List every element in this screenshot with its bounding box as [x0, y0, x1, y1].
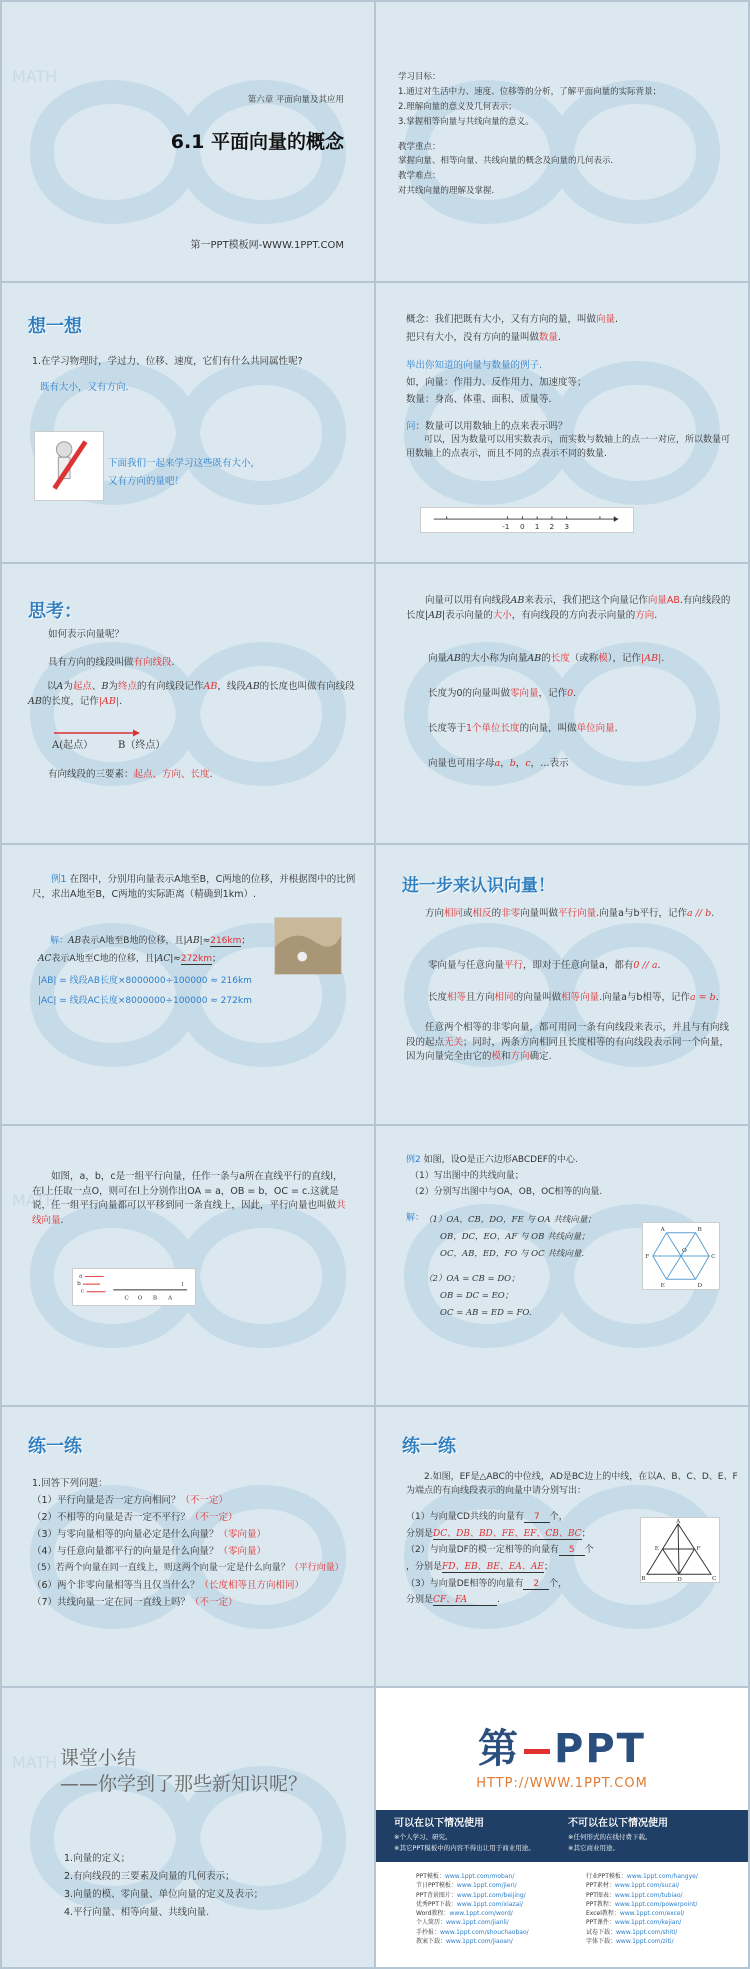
- hex-label: C: [711, 1253, 716, 1260]
- tri-label: C: [712, 1576, 717, 1582]
- example-1: 如，向量：作用力、反作用力、加速度等；: [406, 377, 587, 389]
- section-heading: 练一练: [28, 1436, 82, 1457]
- qa-item: （7）共线向量一定在同一直线上吗？（不一定）: [32, 1596, 238, 1608]
- question: 2.如图，EF是△ABC的中位线，AD是BC边上的中线，在以A、B、C、D、E、F为端点的有向线段表示的向量中请分别写出：: [406, 1472, 738, 1496]
- note-line-1: 下面我们一起来学习这些既有大小，: [108, 458, 261, 469]
- concept-line-1: 概念：我们把既有大小，又有方向的量，叫做向量.: [406, 314, 619, 325]
- row-3b: 分别是CF、FA .: [406, 1595, 500, 1606]
- cannot-item: ※任何形式的在线付费下载。: [568, 1833, 652, 1841]
- infinity-watermark: [2, 1688, 374, 1967]
- fig-label: O: [137, 1295, 143, 1302]
- hex-label: F: [645, 1253, 650, 1260]
- tick: -1: [502, 522, 510, 532]
- tick: 0: [520, 522, 525, 532]
- section-heading: 进一步来认识向量！: [402, 876, 555, 896]
- brand-url[interactable]: HTTP://WWW.1PPT.COM: [476, 1776, 648, 1791]
- slide-further-vectors[interactable]: [376, 845, 748, 1124]
- usage-band: [376, 1810, 748, 1862]
- link-row[interactable]: 试卷下载：www.1ppt.com/shiti/: [586, 1928, 678, 1936]
- fig-label: l: [181, 1282, 184, 1289]
- example-question: 例1 在图中，分别用向量表示A地至B，C两地的位移，并根据图中的比例尺，求出A地至B，C两地的实际距离（精确到1km）.: [32, 874, 356, 900]
- ans-line: （2）OA = CB = DO；: [424, 1274, 520, 1284]
- ans-line: OC，AB，ED，FO 与 OC 共线向量.: [440, 1249, 585, 1259]
- triangle-figure: [640, 1517, 720, 1583]
- slide-objectives[interactable]: [376, 2, 748, 281]
- slide-collinear[interactable]: [2, 1126, 374, 1405]
- slide-practice-1[interactable]: [2, 1407, 374, 1686]
- svg-text:MATH: MATH: [12, 1191, 58, 1210]
- solution-line-1: 解：AB表示A地至B地的位移，且|AB|≈216km；: [50, 936, 251, 946]
- link-row[interactable]: PPT图表：www.1ppt.com/tubiao/: [586, 1891, 683, 1899]
- para-3: 长度为0的向量叫做零向量，记作0.: [428, 688, 577, 699]
- links-right: [586, 1872, 698, 1946]
- answer: 既有大小，又有方向.: [40, 382, 129, 393]
- arrow-ab: [52, 728, 142, 738]
- link-row[interactable]: 优秀PPT下载：www.1ppt.com/xiazai/: [416, 1900, 523, 1908]
- infinity-watermark: [2, 1126, 374, 1405]
- collinear-text: 如图，a，b，c是一组平行向量，任作一条与a所在直线平行的直线l，在l上任取一点O，则可在l上分别作出OA = a，OB = b，OC = c.这就是说，任一组平行向量都可以平移到同一条直线上，因此，平行向量也叫做共线向量.: [32, 1171, 346, 1227]
- tri-label: D: [677, 1577, 682, 1582]
- qa-item: （3）与零向量相等的向量必定是什么向量？（零向量）: [32, 1529, 267, 1541]
- tick: 3: [564, 522, 570, 532]
- link-row[interactable]: PPT背景图片：www.1ppt.com/beijing/: [416, 1891, 526, 1899]
- hex-label: A: [660, 1226, 665, 1233]
- section-heading: 思考：: [28, 601, 82, 622]
- qa-item: （4）与任意向量都平行的向量是什么向量？（零向量）: [32, 1546, 267, 1558]
- links-left: [416, 1872, 529, 1946]
- svg-text:MATH: MATH: [12, 67, 58, 86]
- parallel-def: 方向相同或相反的非零向量叫做平行向量.向量a与b平行，记作a // b.: [425, 908, 715, 919]
- qa-item: （2）不相等的向量是否一定不平行？（不一定）: [32, 1512, 238, 1524]
- link-row[interactable]: 节日PPT模板：www.1ppt.com/jieri/: [416, 1882, 517, 1890]
- can-title: 可以在以下情况使用: [394, 1818, 484, 1829]
- answer-label: 解：: [406, 1213, 425, 1223]
- prompt: 举出你知道的向量与数量的例子.: [406, 360, 543, 372]
- obj-line: 3.掌握相等向量与共线向量的意义。: [398, 116, 534, 127]
- question: 如何表示向量呢？: [48, 629, 125, 640]
- link-row[interactable]: 个人简历：www.1ppt.com/jianli/: [416, 1919, 509, 1927]
- obj-line: 2.理解向量的意义及几何表示；: [398, 101, 517, 112]
- site-label: 第一PPT模板网-WWW.1PPT.COM: [190, 240, 344, 251]
- qa-item: （6）两个非零向量相等当且仅当什么？（长度相等且方向相同）: [32, 1579, 305, 1591]
- obj-line: 教学重点：: [398, 141, 441, 152]
- obj-line: 掌握向量、相等向量、共线向量的概念及向量的几何表示.: [398, 156, 614, 167]
- summary-item: 2.有向线段的三要素及向量的几何表示；: [64, 1871, 235, 1883]
- summary-item: 1.向量的定义；: [64, 1853, 131, 1864]
- can-item: ※个人学习、研究。: [394, 1833, 452, 1841]
- question: 问：数量可以用数轴上的点来表示吗？: [406, 420, 568, 432]
- hex-label: D: [697, 1283, 703, 1289]
- fig-label: B: [152, 1295, 158, 1302]
- chapter-label: 第六章 平面向量及其应用: [247, 95, 344, 105]
- slide-title[interactable]: [2, 2, 374, 281]
- can-item: ※其它PPT模板中的内容不得出让用于商业用途。: [394, 1844, 535, 1852]
- summary-title: 课堂小结: [60, 1747, 137, 1769]
- summary-subtitle: ——你学到了那些新知识呢？: [60, 1773, 308, 1795]
- summary-item: 4.平行向量、相等向量、共线向量.: [64, 1907, 210, 1919]
- cannot-item: ※其它商业用途。: [568, 1844, 619, 1852]
- definition: 具有方向的线段叫做有向线段.: [48, 657, 175, 668]
- tri-label: E: [654, 1546, 660, 1552]
- link-row[interactable]: PPT素材：www.1ppt.com/sucai/: [586, 1882, 680, 1890]
- three-elements: 有向线段的三要素：起点、方向、长度.: [48, 769, 213, 780]
- tri-label: B: [641, 1576, 646, 1582]
- tri-label: A: [676, 1518, 681, 1525]
- hexagon-figure: [642, 1222, 720, 1290]
- qa-item: （5）若两个向量在同一直线上，则这两个向量一定是什么向量？（平行向量）: [32, 1563, 344, 1574]
- fig-label: a: [79, 1273, 83, 1280]
- row-2b: ，分别是FD、EB、BE、EA、AE；: [406, 1561, 553, 1572]
- concept-line-2: 把只有大小，没有方向的量叫做数量.: [406, 331, 562, 343]
- section-heading: 练一练: [402, 1436, 456, 1457]
- calc-2: |AC| = 线段AC长度×8000000÷100000 ≈ 272km: [38, 996, 252, 1006]
- fig-label: A: [168, 1295, 173, 1302]
- answer: 可以，因为数量可以用实数表示，而实数与数轴上的点一一对应，所以数量可用数轴上的点表示，而且不同的点表示不同的数量.: [406, 435, 731, 460]
- zero-parallel: 零向量与任意向量平行，即对于任意向量a，都有0 // a.: [428, 960, 661, 971]
- fig-label: C: [124, 1295, 129, 1302]
- fig-label: b: [77, 1281, 81, 1288]
- para-2: 向量AB的大小称为向量AB的长度（或称模），记作|AB|.: [428, 653, 665, 664]
- summary-list: [64, 1850, 263, 1922]
- link-row[interactable]: Word教程：www.1ppt.com/word/: [416, 1910, 513, 1918]
- map-image: [274, 917, 342, 975]
- number-line: [420, 507, 634, 533]
- para-4: 长度等于1个单位长度的向量，叫做单位向量.: [428, 723, 618, 734]
- example-question: 例2 如图，设O是正六边形ABCDEF的中心.: [406, 1155, 578, 1165]
- answers: [406, 1509, 606, 1609]
- link-row[interactable]: 字体下载：www.1ppt.com/ziti/: [586, 1938, 674, 1946]
- row-3: （3）与向量DE相等的向量有 2 个，: [406, 1578, 568, 1589]
- link-row[interactable]: Excel教程：www.1ppt.com/excel/: [586, 1910, 685, 1918]
- solution-line-2: AC表示A地至C地的位移，且|AC|≈272km；: [38, 954, 222, 964]
- link-row[interactable]: PPT教程：www.1ppt.com/powerpoint/: [586, 1900, 698, 1908]
- slide-example-1[interactable]: [2, 845, 374, 1124]
- calc-1: |AB| = 线段AB长度×8000000÷100000 ≈ 216km: [38, 976, 252, 986]
- q1: （1）写出图中的共线向量；: [410, 1171, 524, 1181]
- equal-note: 任意两个相等的非零向量，都可用同一条有向线段来表示，并且与有向线段的起点无关；同时，两条方向相同且长度相等的有向线段表示同一个向量，因为向量完全由它的模和方向确定.: [406, 1022, 730, 1063]
- link-row[interactable]: PPT课件：www.1ppt.com/kejian/: [586, 1919, 682, 1927]
- ans-line: （1）OA，CB，DO，FE 与 OA 共线向量；: [424, 1215, 596, 1225]
- slide-practice-2[interactable]: [376, 1407, 748, 1686]
- link-row[interactable]: PPT模板：www.1ppt.com/moban/: [416, 1873, 515, 1880]
- slide-brand[interactable]: [376, 1688, 748, 1967]
- para-1: 向量可以用有向线段AB来表示，我们把这个向量记作向量AB.有向线段的长度|AB|表示向量的大小，有向线段的方向表示向量的方向.: [406, 595, 731, 621]
- answer-block: [424, 1212, 596, 1322]
- row-1: （1）与向量CD共线的向量有 7 个，: [406, 1512, 568, 1522]
- note-line-2: 又有方向的量吧！: [108, 476, 185, 487]
- qa-list: [32, 1475, 344, 1611]
- slide-summary[interactable]: [2, 1688, 374, 1967]
- ans-line: OC = AB = ED = FO.: [440, 1308, 532, 1318]
- fig-label: c: [80, 1288, 85, 1295]
- row-2: （2）与向量DF的模一定相等的向量有 5 个: [406, 1545, 594, 1556]
- hex-label: B: [697, 1226, 702, 1233]
- obj-line: 对共线向量的理解及掌握.: [398, 186, 495, 197]
- parallel-figure: [72, 1268, 196, 1306]
- qa-title: 1.回答下列问题：: [32, 1478, 108, 1489]
- svg-text:MATH: MATH: [12, 1753, 58, 1772]
- brand-logo: 第 PPT: [478, 1726, 646, 1772]
- para-5: 向量也可用字母a，b，c，…表示: [428, 758, 569, 769]
- objectives-text: [398, 70, 661, 199]
- hex-label: O: [681, 1248, 687, 1255]
- link-row[interactable]: 教案下载：www.1ppt.com/jiaoan/: [416, 1938, 513, 1946]
- slide-title-text: 6.1 平面向量的概念: [170, 131, 344, 153]
- hex-label: E: [660, 1283, 665, 1289]
- link-row[interactable]: 行业PPT模板：www.1ppt.com/hangye/: [586, 1873, 698, 1880]
- ans-line: OB = DC = EO；: [440, 1291, 514, 1301]
- summary-item: 3.向量的模、零向量、单位向量的定义及表示；: [64, 1889, 264, 1901]
- section-heading: 想一想: [28, 316, 82, 337]
- notation: 以A为起点、B为终点的有向线段记作AB，线段AB的长度也叫做有向线段AB的长度，记作|AB|.: [28, 681, 355, 707]
- q2: （2）分别写出图中与OA，OB，OC相等的向量.: [410, 1187, 603, 1197]
- row-1b: 分别是DC、DB、BD、FE、EF、CB、BC；: [406, 1528, 591, 1539]
- slide-directed-segment[interactable]: [2, 564, 374, 843]
- label-b: B（终点）: [118, 740, 166, 751]
- tick: 2: [549, 522, 555, 532]
- qa-item: （1）平行向量是否一定方向相同？（不一定）: [32, 1495, 229, 1507]
- link-row[interactable]: 手抄报：www.1ppt.com/shouchaobao/: [416, 1928, 529, 1936]
- example-2: 数量：身高、体重、面积、质量等.: [406, 393, 552, 405]
- label-a: A(起点）: [52, 740, 94, 751]
- equal-def: 长度相等且方向相同的向量叫做相等向量.向量a与b相等，记作a = b.: [428, 992, 719, 1003]
- obj-line: 教学难点：: [398, 171, 441, 182]
- tick: 1: [534, 522, 540, 532]
- question: 1.在学习物理时，学过力、位移、速度，它们有什么共同属性呢?: [32, 356, 303, 367]
- slide-think[interactable]: [2, 283, 374, 562]
- obj-line: 学习目标：: [398, 72, 441, 82]
- slide-example-2[interactable]: [376, 1126, 748, 1405]
- figure-pencil-man: [34, 431, 104, 501]
- tri-label: F: [696, 1546, 701, 1552]
- slide-concept[interactable]: [376, 283, 748, 562]
- slide-vector-notation[interactable]: [376, 564, 748, 843]
- obj-line: 1.通过对生活中力、速度、位移等的分析，了解平面向量的实际背景；: [398, 86, 662, 97]
- ans-line: OB，DC，EO，AF 与 OB 共线向量；: [440, 1232, 590, 1242]
- cannot-title: 不可以在以下情况使用: [568, 1818, 668, 1829]
